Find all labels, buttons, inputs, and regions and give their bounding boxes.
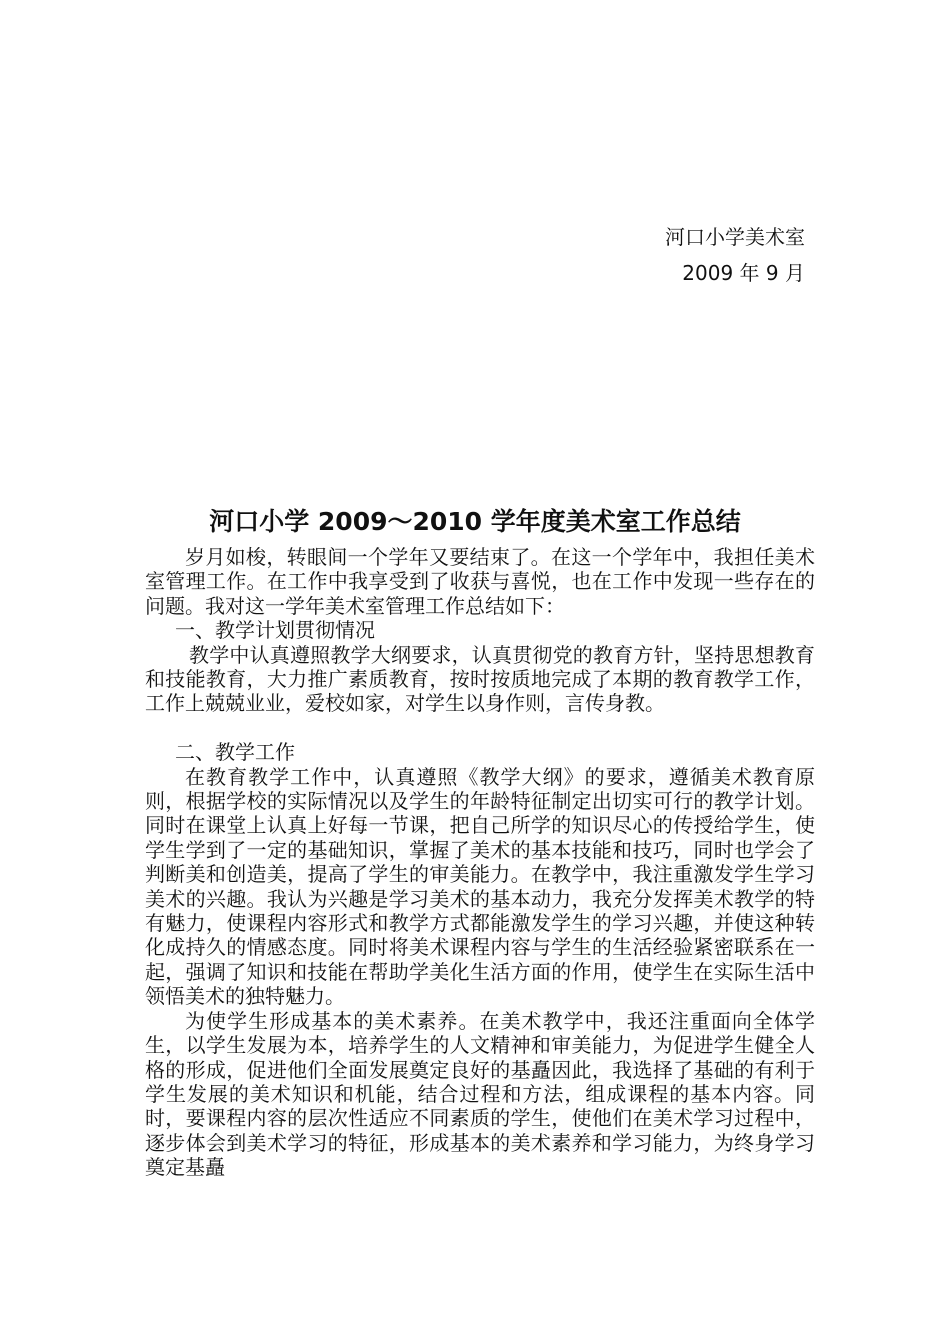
- blank-line: [145, 716, 815, 740]
- document-body: [145, 545, 815, 1180]
- section-heading-teaching: 二、教学工作: [175, 740, 295, 765]
- section-paragraph-plan: 教学中认真遵照教学大纲要求，认真贯彻党的教育方针，坚持思想教育和技能教育，大力推广素质教育，按时按质地完成了本期的教育教学工作，工作上兢兢业业，爱校如家，对学生以身作则，言传身教。: [145, 642, 815, 716]
- section-paragraph-teaching-1: 在教育教学工作中，认真遵照《教学大纲》的要求，遵循美术教育原则，根据学校的实际情况以及学生的年龄特征制定出切实可行的教学计划。同时在课堂上认真上好每一节课，把自己所学的知识尽心的传授给学生，使学生学到了一定的基础知识，掌握了美术的基本技能和技巧，同时也学会了判断美和创造美，提高了学生的审美能力。在教学中，我注重激发学生学习美术的兴趣。我认为兴趣是学习美术的基本动力，我充分发挥美术教学的特有魅力，使课程内容形式和教学方式都能激发学生的学习兴趣，并使这种转化成持久的情感态度。同时将美术课程内容与学生的生活经验紧密联系在一起，强调了知识和技能在帮助学美化生活方面的作用，使学生在实际生活中领悟美术的独特魅力。: [145, 764, 815, 1009]
- section-paragraph-teaching-2: 为使学生形成基本的美术素养。在美术教学中，我还注重面向全体学生，以学生发展为本，培养学生的人文精神和审美能力，为促进学生健全人格的形成，促进他们全面发展奠定良好的基矗因此，我选择了基础的有利于学生发展的美术知识和机能，结合过程和方法，组成课程的基本内容。同时，要课程内容的层次性适应不同素质的学生，使他们在美术学习过程中，逐步体会到美术学习的特征，形成基本的美术素养和学习能力，为终身学习奠定基矗: [145, 1008, 815, 1180]
- document-title: 河口小学 2009～2010 学年度美术室工作总结: [209, 507, 741, 536]
- intro-paragraph: 岁月如梭，转眼间一个学年又要结束了。在这一个学年中，我担任美术室管理工作。在工作中我享受到了收获与喜悦，也在工作中发现一些存在的问题。我对这一学年美术室管理工作总结如下：: [145, 545, 815, 618]
- section-heading-plan: 一、教学计划贯彻情况: [175, 618, 375, 643]
- signature-date: 2009 年 9 月: [682, 261, 805, 285]
- signature-organization: 河口小学美术室: [665, 225, 805, 249]
